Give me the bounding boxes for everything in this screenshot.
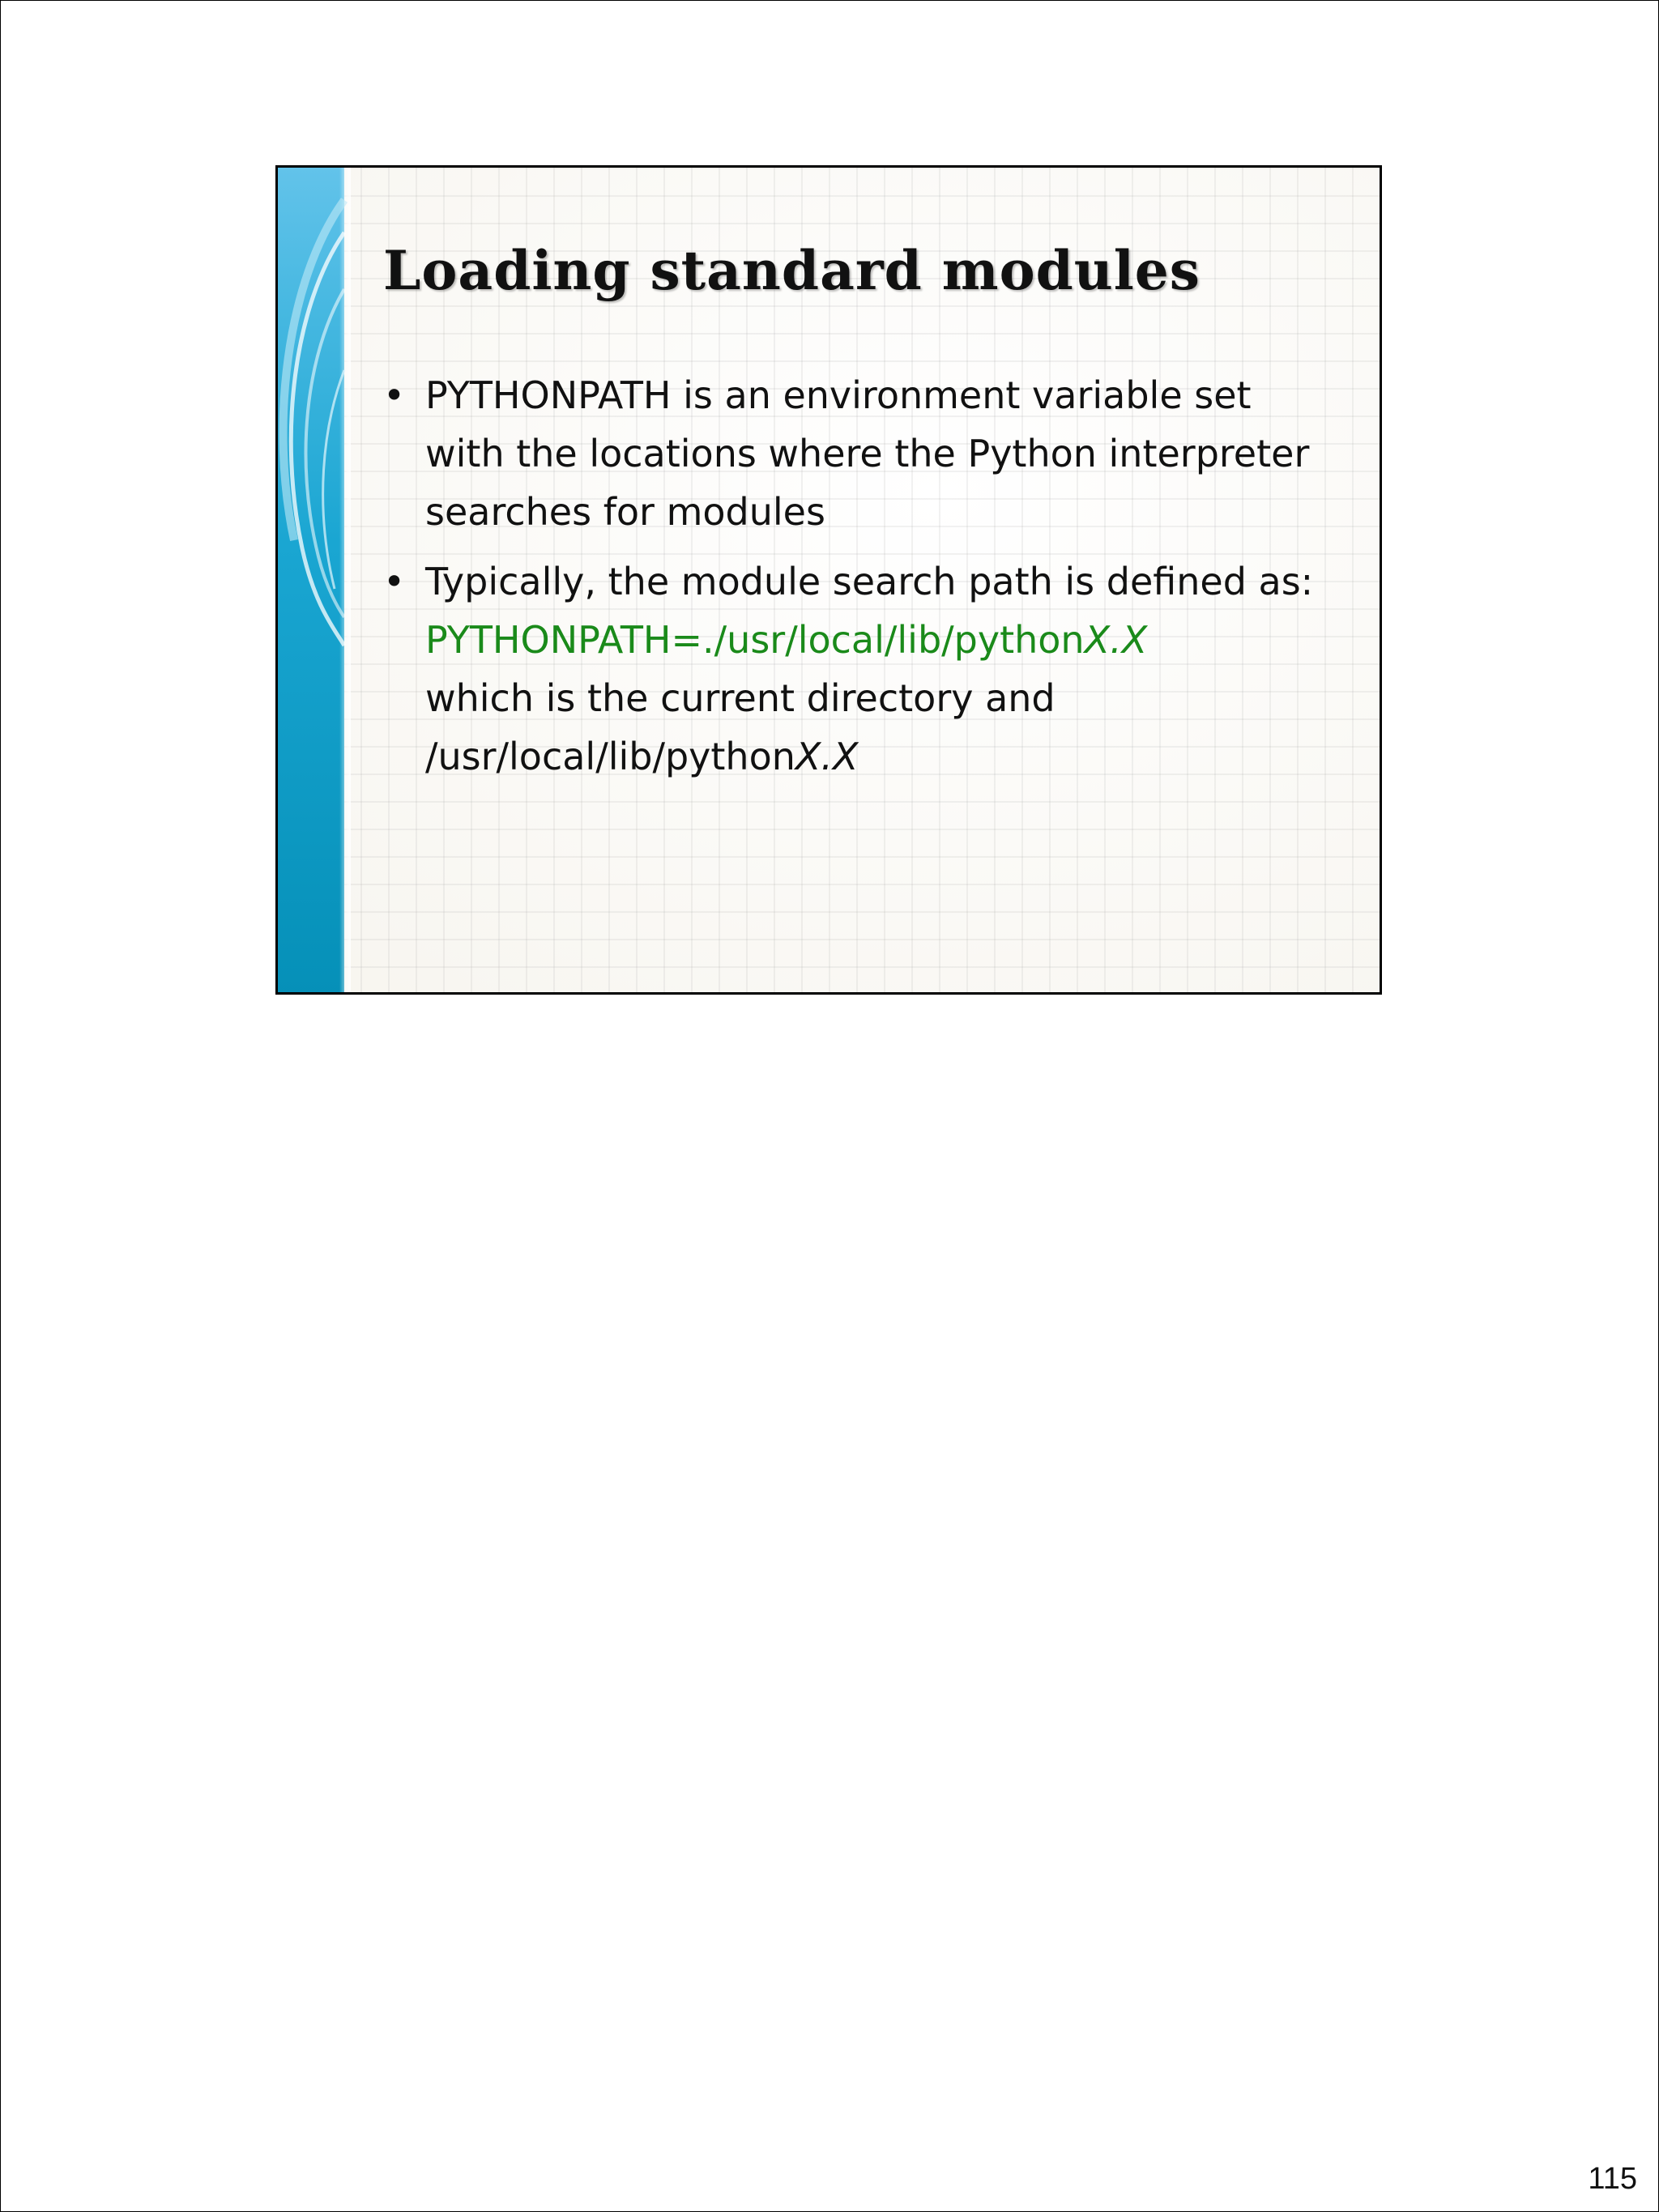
path-prefix: /usr/local/lib/python [425,735,795,778]
slide [275,165,1382,995]
bullet-text: PYTHONPATH is an environment variable set with the locations where the Python interpreter searches for modules [425,373,1310,534]
code-prefix: PYTHONPATH=./usr/local/lib/python [425,618,1085,662]
explanation-text: which is the current directory and [425,676,1056,720]
bullet-marker: • [383,560,406,603]
page-number: 115 [1588,2162,1637,2196]
bullet-marker: • [383,373,406,417]
path-version: X.X [795,735,859,778]
bullet-text: Typically, the module search path is defined as: [425,560,1314,603]
bullet-item-search-path [383,552,1315,786]
bullet-list [383,366,1315,797]
path-line [425,727,1315,786]
decorative-swirl-graphic [278,168,351,995]
slide-side-band [278,168,351,992]
slide-title: Loading standard modules [383,239,1201,302]
bullet-item-pythonpath [383,366,1315,541]
code-version: X.X [1084,618,1148,662]
code-line [425,611,1315,669]
